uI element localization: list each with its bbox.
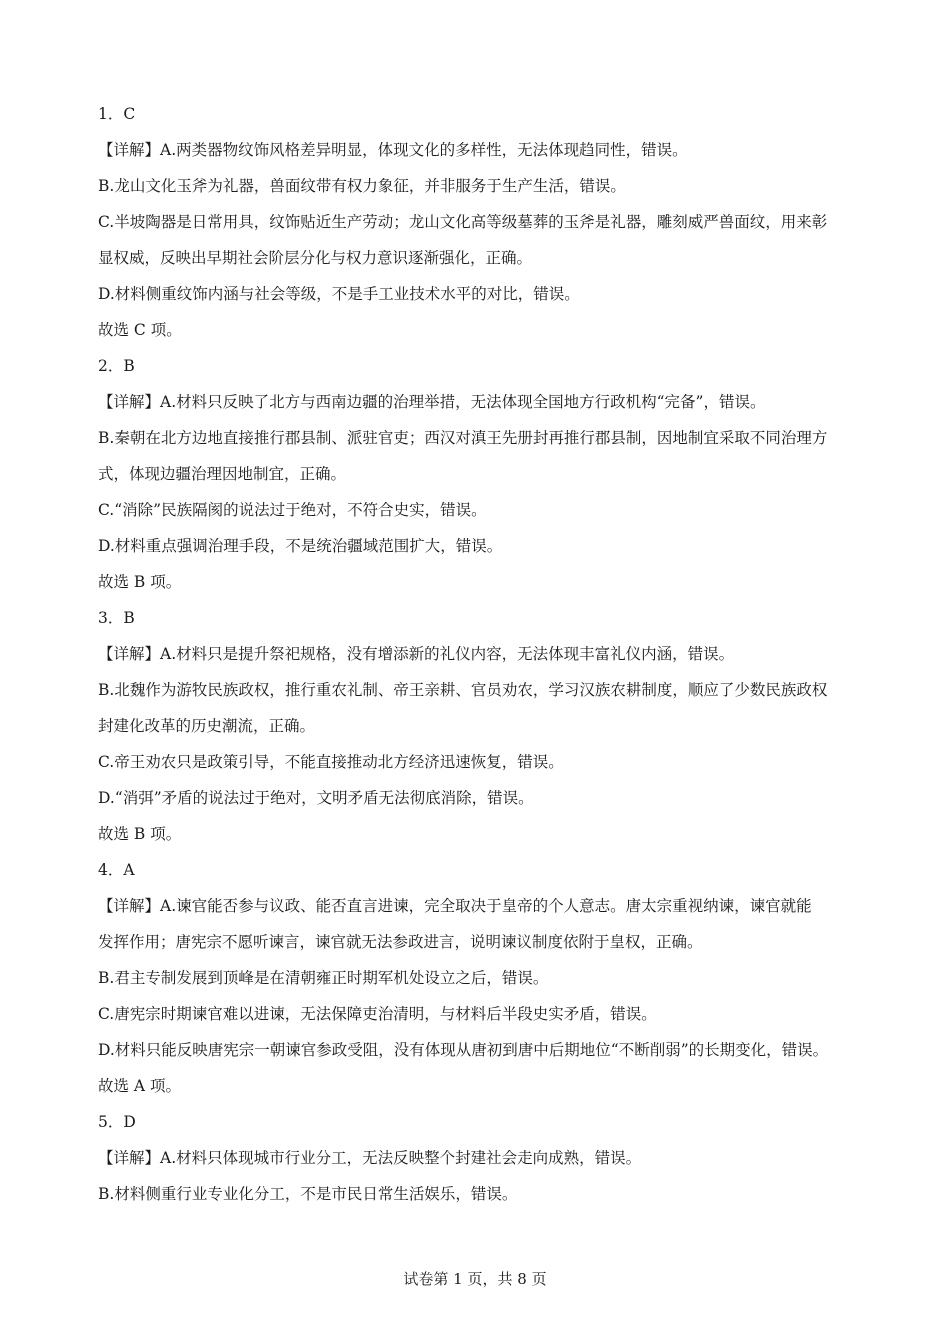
answer-choice-line: 故选 A 项。 <box>98 1077 182 1095</box>
answer-choice-line: 故选 B 项。 <box>98 825 182 843</box>
explanation-line: B.秦朝在北方边地直接推行郡县制、派驻官吏；西汉对滇王先册封再推行郡县制，因地制宜采取不同治理方 <box>98 429 828 447</box>
explanation-line: C.帝王劝农只是政策引导，不能直接推动北方经济迅速恢复，错误。 <box>98 753 564 771</box>
explanation-line: 封建化改革的历史潮流，正确。 <box>98 717 316 735</box>
explanation-line: B.北魏作为游牧民族政权，推行重农礼制、帝王亲耕、官员劝农，学习汉族农耕制度，顺应了少数民族政权 <box>98 681 828 699</box>
explanation-line: D.材料重点强调治理手段，不是统治疆域范围扩大，错误。 <box>98 537 503 555</box>
explanation-line: 【详解】A.谏官能否参与议政、能否直言进谏，完全取决于皇帝的个人意志。唐太宗重视纳谏，谏官就能 <box>98 897 812 915</box>
question-block-4 <box>98 852 858 1104</box>
explanation-line: B.龙山文化玉斧为礼器，兽面纹带有权力象征，并非服务于生产生活，错误。 <box>98 177 626 195</box>
explanation-line: 式，体现边疆治理因地制宜，正确。 <box>98 465 347 483</box>
explanation-line: 【详解】A.材料只体现城市行业分工，无法反映整个封建社会走向成熟，错误。 <box>98 1149 642 1167</box>
question-block-3 <box>98 600 858 852</box>
explanation-line: C.“消除”民族隔阂的说法过于绝对，不符合史实，错误。 <box>98 501 487 519</box>
answer-content <box>98 96 858 1212</box>
question-number: 1．C <box>98 105 136 123</box>
page-footer: 试卷第 1 页，共 8 页 <box>403 1270 547 1288</box>
explanation-line: C.半坡陶器是日常用具，纹饰贴近生产劳动；龙山文化高等级墓葬的玉斧是礼器，雕刻威严兽面纹，用来彰 <box>98 213 828 231</box>
explanation-line: 【详解】A.材料只是提升祭祀规格，没有增添新的礼仪内容，无法体现丰富礼仪内涵，错误。 <box>98 645 735 663</box>
question-number: 3．B <box>98 609 135 627</box>
question-block-5 <box>98 1104 858 1212</box>
explanation-line: D.材料侧重纹饰内涵与社会等级，不是手工业技术水平的对比，错误。 <box>98 285 580 303</box>
explanation-line: C.唐宪宗时期谏官难以进谏，无法保障吏治清明，与材料后半段史实矛盾，错误。 <box>98 1005 657 1023</box>
answer-choice-line: 故选 C 项。 <box>98 321 182 339</box>
explanation-line: 【详解】A.两类器物纹饰风格差异明显，体现文化的多样性，无法体现趋同性，错误。 <box>98 141 688 159</box>
question-number: 2．B <box>98 357 135 375</box>
answer-choice-line: 故选 B 项。 <box>98 573 182 591</box>
explanation-line: B.君主专制发展到顶峰是在清朝雍正时期军机处设立之后，错误。 <box>98 969 549 987</box>
question-block-1 <box>98 96 858 348</box>
explanation-line: D.材料只能反映唐宪宗一朝谏官参政受阻，没有体现从唐初到唐中后期地位“不断削弱”的长期变化，错误。 <box>98 1041 829 1059</box>
explanation-line: 显权威，反映出早期社会阶层分化与权力意识逐渐强化，正确。 <box>98 249 533 267</box>
question-number: 4．A <box>98 861 135 879</box>
explanation-line: 发挥作用；唐宪宗不愿听谏言，谏官就无法参政进言，说明谏议制度依附于皇权，正确。 <box>98 933 703 951</box>
explanation-line: D.“消弭”矛盾的说法过于绝对，文明矛盾无法彻底消除，错误。 <box>98 789 534 807</box>
question-block-2 <box>98 348 858 600</box>
question-number: 5．D <box>98 1113 136 1131</box>
explanation-line: 【详解】A.材料只反映了北方与西南边疆的治理举措，无法体现全国地方行政机构“完备”，错误。 <box>98 393 766 411</box>
explanation-line: B.材料侧重行业专业化分工，不是市民日常生活娱乐，错误。 <box>98 1185 518 1203</box>
